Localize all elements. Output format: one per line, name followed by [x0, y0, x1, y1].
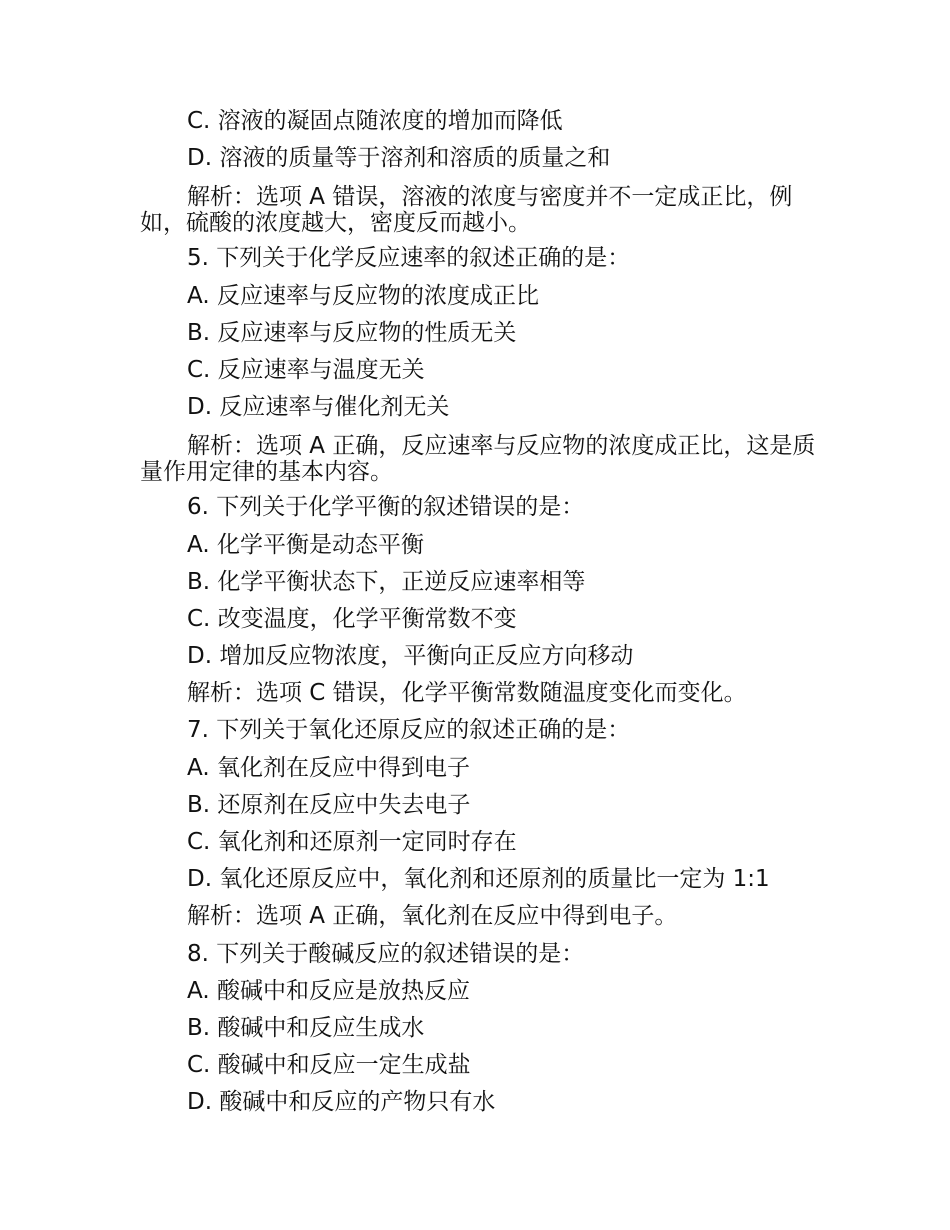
question-7: 7. 下列关于氧化还原反应的叙述正确的是： — [187, 717, 631, 744]
option-b-q7: B. 还原剂在反应中失去电子 — [187, 791, 471, 818]
option-d-q8: D. 酸碱中和反应的产物只有水 — [187, 1089, 496, 1116]
option-c-q5: C. 反应速率与温度无关 — [187, 356, 425, 383]
option-d-q5: D. 反应速率与催化剂无关 — [187, 394, 450, 421]
explanation-q5: 解析：选项 A 正确，反应速率与反应物的浓度成正比，这是质量作用定律的基本内容。 — [140, 433, 816, 486]
option-c-q7: C. 氧化剂和还原剂一定同时存在 — [187, 829, 517, 855]
document-body — [140, 103, 820, 1122]
explanation-q7: 解析：选项 A 正确，氧化剂在反应中得到电子。 — [187, 903, 678, 930]
question-6: 6. 下列关于化学平衡的叙述错误的是： — [187, 494, 585, 521]
explanation-q4: 解析：选项 A 错误，溶液的浓度与密度并不一定成正比，例如，硫酸的浓度越大，密度反而越小。 — [140, 184, 793, 237]
option-a-q6: A. 化学平衡是动态平衡 — [187, 531, 424, 558]
option-a-q7: A. 氧化剂在反应中得到电子 — [187, 754, 470, 781]
option-a-q5: A. 反应速率与反应物的浓度成正比 — [187, 282, 539, 309]
option-c-q4: C. 溶液的凝固点随浓度的增加而降低 — [187, 108, 563, 134]
option-a-q8: A. 酸碱中和反应是放热反应 — [187, 977, 470, 1004]
option-b-q8: B. 酸碱中和反应生成水 — [187, 1014, 425, 1041]
explanation-q6: 解析：选项 C 错误，化学平衡常数随温度变化而变化。 — [187, 680, 747, 707]
option-d-q6: D. 增加反应物浓度，平衡向正反应方向移动 — [187, 643, 634, 670]
question-8: 8. 下列关于酸碱反应的叙述错误的是： — [187, 940, 585, 967]
question-5: 5. 下列关于化学反应速率的叙述正确的是： — [187, 245, 631, 272]
option-c-q8: C. 酸碱中和反应一定生成盐 — [187, 1052, 471, 1079]
option-b-q5: B. 反应速率与反应物的性质无关 — [187, 319, 517, 346]
option-c-q6: C. 改变温度，化学平衡常数不变 — [187, 605, 517, 632]
option-b-q6: B. 化学平衡状态下，正逆反应速率相等 — [187, 568, 586, 595]
option-d-q7: D. 氧化还原反应中，氧化剂和还原剂的质量比一定为 1:1 — [187, 866, 770, 893]
option-d-q4: D. 溶液的质量等于溶剂和溶质的质量之和 — [187, 145, 611, 172]
